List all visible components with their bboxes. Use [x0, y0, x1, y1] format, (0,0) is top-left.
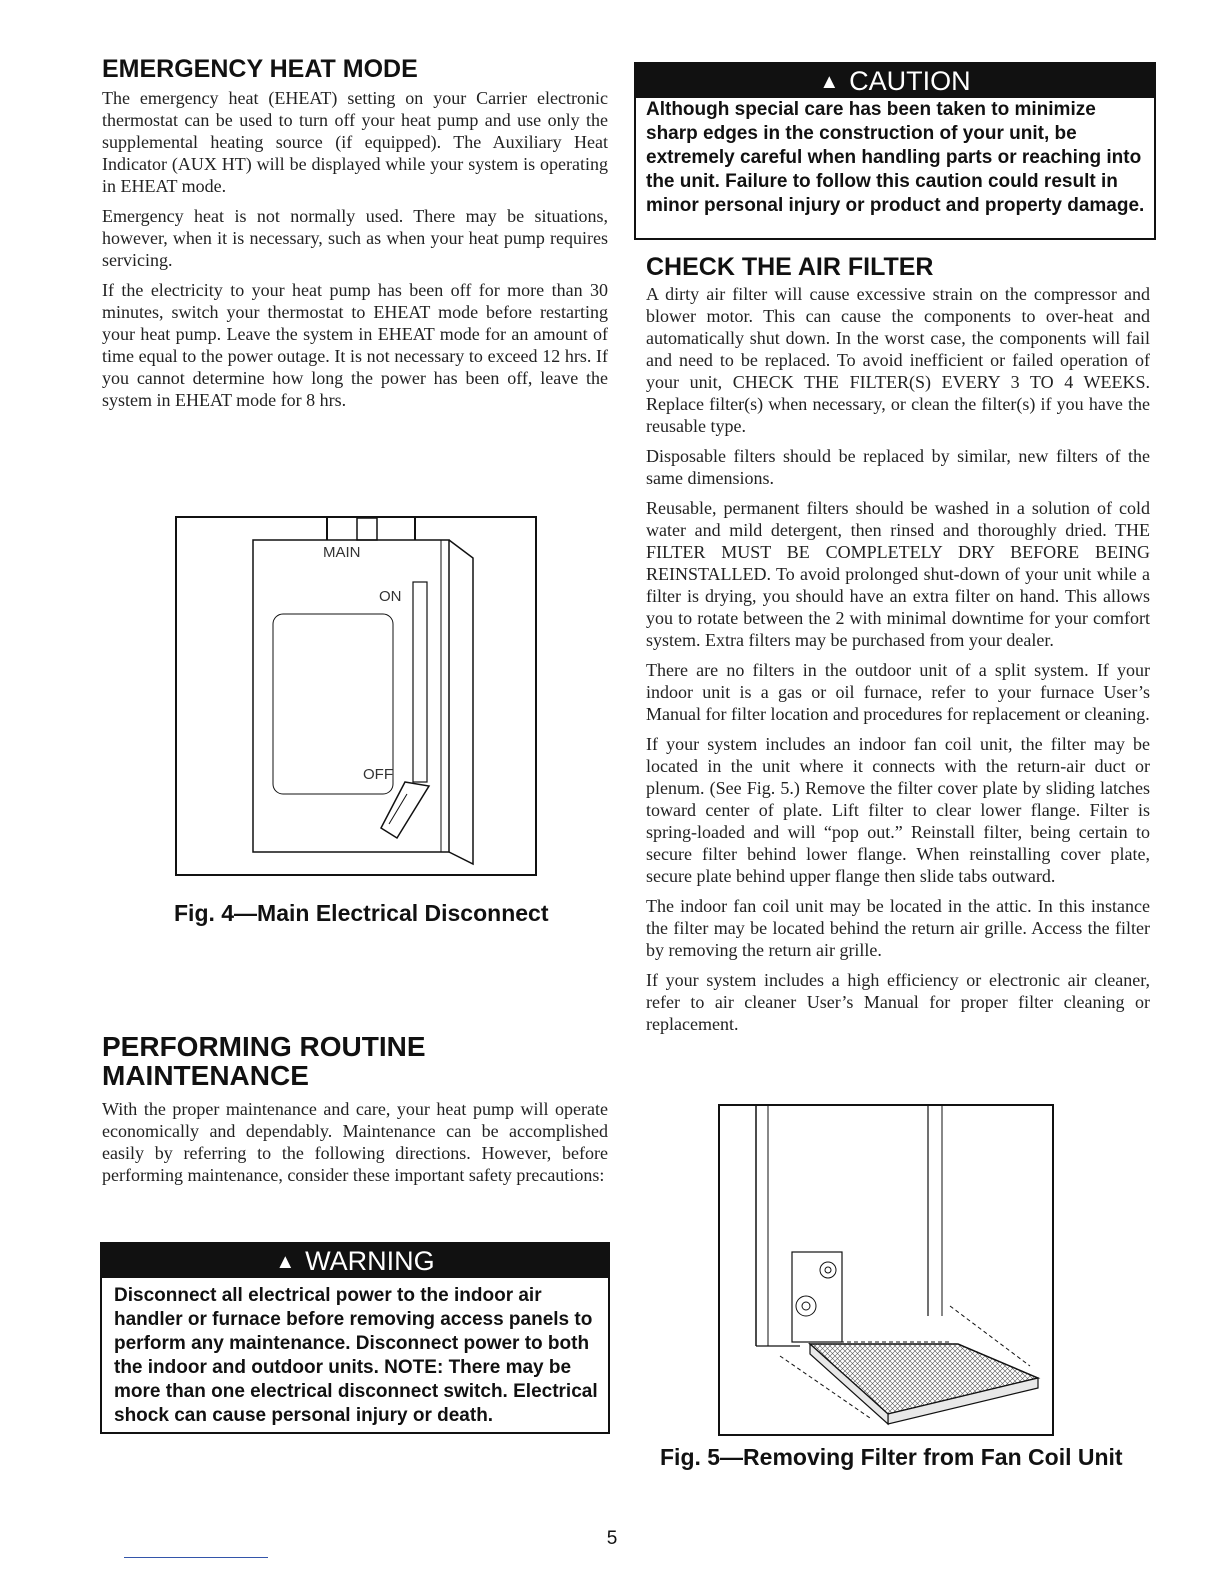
filter-heading: CHECK THE AIR FILTER: [646, 253, 934, 281]
warning-body: Disconnect all electrical power to the indoor air handler or furnace before removing access panels to perform any maintenance. Disconnect power to both the indoor and outdoor units. NOTE: There may be more than one electrical disconnect switch. Electrical shock can cause personal injury or death.: [114, 1285, 598, 1426]
filter-paragraph: Disposable filters should be replaced by similar, new filters of the same dimensions.: [646, 446, 1150, 488]
maintenance-paragraph: With the proper maintenance and care, your heat pump will operate economically and dependably. Maintenance can be accomplished easily by referring to the following directions. However, before performing maintenance, consider these important safety precautions:: [102, 1099, 608, 1185]
disconnect-switch-drawing: [177, 518, 535, 874]
caution-box: [634, 62, 1156, 240]
maintenance-heading-line1: PERFORMING ROUTINE: [102, 1031, 426, 1062]
fig4-caption: Fig. 4—Main Electrical Disconnect: [174, 900, 549, 926]
warning-title: WARNING: [305, 1246, 435, 1276]
filter-paragraph: Reusable, permanent filters should be washed in a solution of cold water and mild detergent, then rinsed and thoroughly dried. THE FILTER MUST BE COMPLETELY DRY BEFORE BEING REINSTALLED. To avoid prolonged shut-down of your unit while a filter is drying, you should have an extra filter on hand. This allows you to rotate between the 2 with minimal downtime for your comfort system. Extra filters may be purchased from your dealer.: [646, 498, 1150, 650]
footer-rule: [124, 1557, 268, 1558]
label-main: MAIN: [323, 544, 361, 561]
warning-triangle-icon: ▲: [275, 1251, 296, 1273]
warning-box: [100, 1242, 610, 1434]
label-off: OFF: [363, 766, 393, 783]
fig5-caption: Fig. 5—Removing Filter from Fan Coil Unit: [660, 1444, 1123, 1470]
caution-triangle-icon: ▲: [819, 71, 840, 93]
left-column: [102, 56, 608, 419]
maintenance-heading: [102, 1032, 608, 1090]
filter-paragraph: The indoor fan coil unit may be located in the attic. In this instance the filter may be located behind the return air grille. Access the filter by removing the return air grille.: [646, 896, 1150, 960]
fan-coil-drawing: [720, 1106, 1052, 1434]
filter-section: [646, 254, 1150, 1043]
filter-paragraph: If your system includes a high efficiency or electronic air cleaner, refer to air cleaner User’s Manual for proper filter cleaning or replacement.: [646, 970, 1150, 1034]
warning-header: [102, 1244, 608, 1278]
maintenance-heading-line2: MAINTENANCE: [102, 1060, 309, 1091]
filter-paragraph: If your system includes an indoor fan coil unit, the filter may be located in the unit where it connects with the return-air duct or plenum. (See Fig. 5.) Remove the filter cover plate by sliding latches toward center of plate. Lift filter to clear lower flange. Filter is spring-loaded and will “pop out.” Reinstall filter, being certain to secure filter behind lower flange. When reinstalling cover plate, secure plate behind upper flange then slide tabs outward.: [646, 734, 1150, 886]
maintenance-section: [102, 1032, 608, 1194]
label-on: ON: [379, 588, 402, 605]
caution-body: Although special care has been taken to minimize sharp edges in the construction of your unit, be extremely careful when handling parts or reaching into the unit. Failure to follow this caution could result in minor personal injury or product and property damage.: [646, 99, 1145, 216]
emergency-paragraph: If the electricity to your heat pump has been off for more than 30 minutes, switch your thermostat to EHEAT mode before restarting your heat pump. Leave the system in EHEAT mode for an amount of time equal to the power outage. It is not necessary to exceed 12 hrs. If you cannot determine how long the power has been off, leave the system in EHEAT mode for 8 hrs.: [102, 280, 608, 410]
caution-header: [636, 64, 1154, 98]
fig4-frame: [175, 516, 537, 876]
emergency-paragraph: Emergency heat is not normally used. There may be situations, however, when it is necessary, such as when your heat pump requires servicing.: [102, 206, 608, 270]
fig5-frame: [718, 1104, 1054, 1436]
filter-paragraph: There are no filters in the outdoor unit of a split system. If your indoor unit is a gas or oil furnace, refer to your furnace User’s Manual for filter location and procedures for replacement or cleaning.: [646, 660, 1150, 724]
emergency-heat-heading: EMERGENCY HEAT MODE: [102, 55, 418, 83]
filter-paragraph: A dirty air filter will cause excessive strain on the compressor and blower motor. This can cause the components to over-heat and automatically shut down. In the worst case, the components will fail and need to be replaced. To avoid inefficient or failed operation of your unit, CHECK THE FILTER(S) EVERY 3 TO 4 WEEKS. Replace filter(s) when necessary, or clean the filter(s) if you have the reusable type.: [646, 284, 1150, 436]
page-number: 5: [606, 1528, 618, 1549]
emergency-paragraph: The emergency heat (EHEAT) setting on your Carrier electronic thermostat can be used to turn off your heat pump and use only the supplemental heating source (if equipped). The Auxiliary Heat Indicator (AUX HT) will be displayed while your system is operating in EHEAT mode.: [102, 88, 608, 196]
caution-title: CAUTION: [849, 66, 971, 96]
